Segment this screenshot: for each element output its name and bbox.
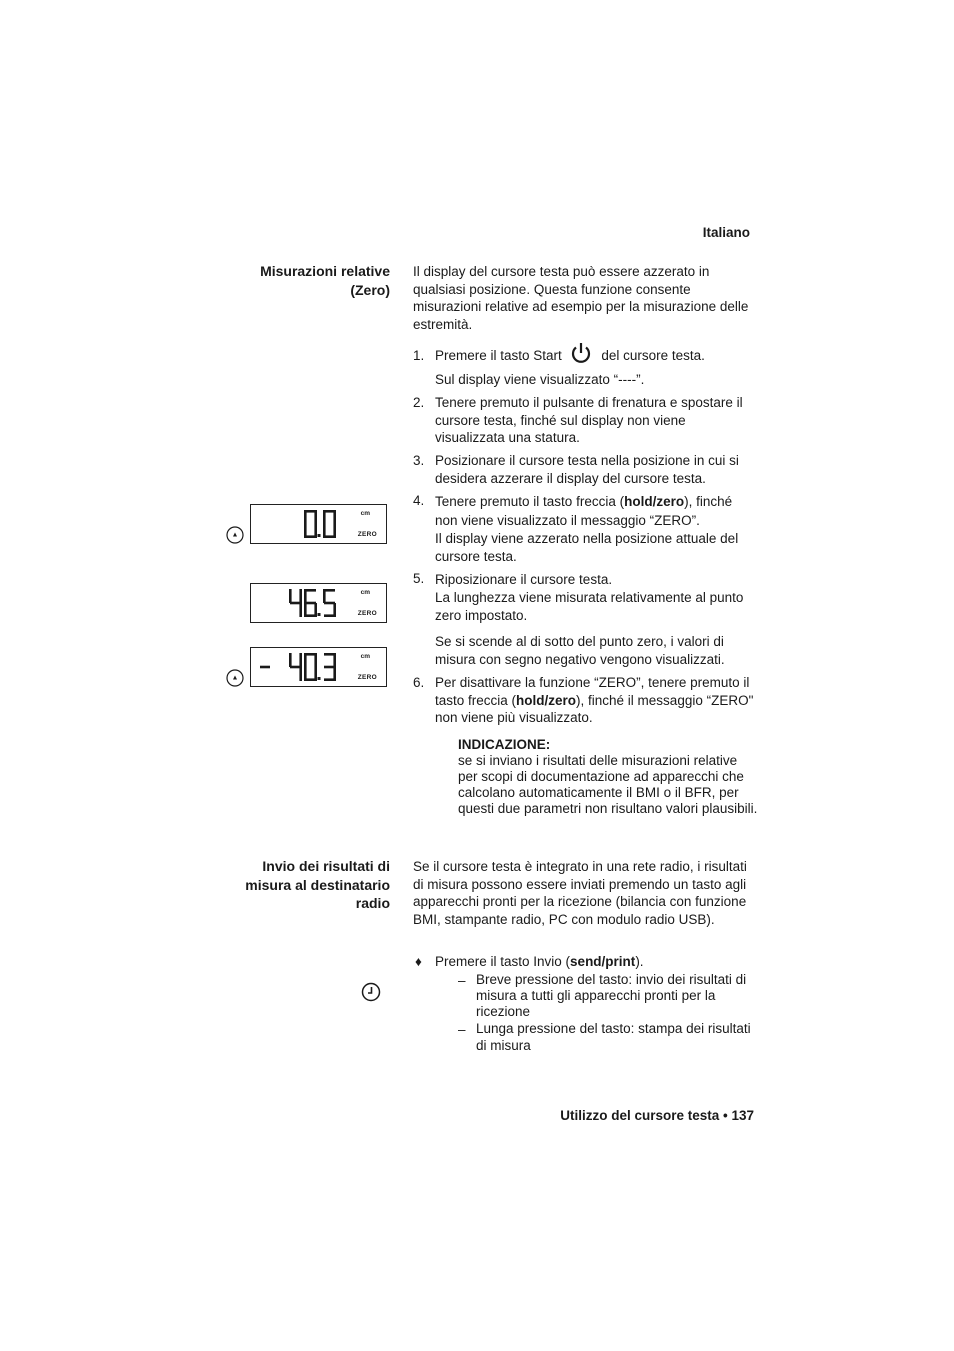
key-name: send/print xyxy=(570,954,636,969)
step-text: Premere il tasto Start xyxy=(435,348,562,363)
heading-line: Invio dei risultati di xyxy=(262,858,390,874)
lcd-digit xyxy=(323,589,336,617)
heading-line: (Zero) xyxy=(350,281,390,298)
lcd-decimal-point xyxy=(317,653,321,681)
lcd-digits xyxy=(259,652,336,682)
step-5 xyxy=(435,570,755,668)
step-text: Premere il tasto Invio ( xyxy=(435,954,571,969)
step-text: ). xyxy=(635,954,644,969)
step-number: 5. xyxy=(413,571,425,586)
dash-bullet: – xyxy=(458,1022,466,1037)
step-text: del cursore testa. xyxy=(601,348,705,363)
section-heading-radio xyxy=(190,857,390,913)
heading-line: radio xyxy=(355,895,390,911)
step-6 xyxy=(435,674,755,727)
lcd-digit xyxy=(289,653,302,681)
lcd-display-zero xyxy=(250,504,387,544)
send-instruction xyxy=(435,953,755,971)
lcd-digit xyxy=(304,653,317,681)
step-number: 2. xyxy=(413,395,425,410)
step-number: 1. xyxy=(413,348,425,363)
note-box xyxy=(458,737,758,817)
note-text: se si inviano i risultati delle misurazioni relative per scopi di documentazione ad apparecchi che calcolano automaticamente il BMI o il BFR, per questi due parametri non risultano valori plausibili. xyxy=(458,753,758,816)
lcd-digit xyxy=(304,510,317,538)
step-text: Riposizionare il cursore testa. xyxy=(435,572,613,587)
lcd-zero-label: ZERO xyxy=(357,531,377,538)
step-subtext: La lunghezza viene misurata relativamente al punto zero impostato. xyxy=(435,590,744,623)
arrow-button-icon xyxy=(226,526,244,544)
lcd-decimal-point xyxy=(317,510,321,538)
heading-line: Misurazioni relative xyxy=(260,263,390,279)
send-button-icon xyxy=(361,982,381,1002)
lcd-decimal-point xyxy=(317,589,321,617)
lcd-digit xyxy=(323,653,336,681)
dash-bullet: – xyxy=(458,973,466,988)
step-number: 4. xyxy=(413,493,425,508)
key-name: hold/zero xyxy=(624,494,685,509)
lcd-unit: cm xyxy=(360,589,370,596)
lcd-digits xyxy=(302,509,336,539)
intro-paragraph: Il display del cursore testa può essere azzerato in qualsiasi posizione. Questa funzione consente misurazioni relative ad esempio per la misurazione delle estremità. xyxy=(413,264,749,332)
arrow-button-icon xyxy=(226,669,244,687)
step-1 xyxy=(435,347,755,389)
step-subtext: Sul display viene visualizzato “----”. xyxy=(435,372,645,388)
bullet-diamond: ♦ xyxy=(415,954,422,969)
page-footer: Utilizzo del cursore testa • 137 xyxy=(560,1108,754,1123)
note-title: INDICAZIONE: xyxy=(458,737,551,752)
step-text: Tenere premuto il tasto freccia ( xyxy=(435,494,625,509)
lcd-minus-sign xyxy=(259,653,271,681)
heading-line: misura al destinatario xyxy=(245,876,390,893)
step-text: ), finché il messaggio “ZERO" non viene più visualizzato. xyxy=(435,692,754,725)
step-number: 3. xyxy=(413,453,425,468)
power-icon xyxy=(570,341,592,365)
lcd-unit: cm xyxy=(360,653,370,660)
lcd-number xyxy=(287,653,336,681)
lcd-digit xyxy=(304,589,317,617)
step-2: Tenere premuto il pulsante di frenatura e spostare il cursore testa, finché sul display non viene visualizzata una statura. xyxy=(435,395,743,445)
step-4 xyxy=(435,492,755,565)
step-subtext: Se si scende al di sotto del punto zero, i valori di misura con segno negativo vengono visualizzati. xyxy=(435,634,725,667)
step-3: Posizionare il cursore testa nella posizione in cui si desidera azzerare il display del cursore testa. xyxy=(435,453,739,486)
step-subtext: Il display viene azzerato nella posizione attuale del cursore testa. xyxy=(435,531,739,564)
lcd-zero-label: ZERO xyxy=(357,610,377,617)
radio-intro-paragraph: Se il cursore testa è integrato in una rete radio, i risultati di misura possono essere inviati premendo un tasto agli apparecchi pronti per la ricezione (bilancia con funzione BMI, stampante radio, PC con modulo radio USB). xyxy=(413,859,747,927)
lcd-display-negative xyxy=(250,647,387,687)
step-number: 6. xyxy=(413,675,425,690)
lcd-display-positive xyxy=(250,583,387,623)
language-label: Italiano xyxy=(702,225,750,240)
section-heading-relative xyxy=(190,262,390,299)
short-press-item: Breve pressione del tasto: invio dei risultati di misura a tutti gli apparecchi pronti per la ricezione xyxy=(476,972,747,1019)
key-name: hold/zero xyxy=(516,692,577,708)
lcd-digit xyxy=(289,589,302,617)
step-text: ), finché non viene visualizzato il messaggio “ZERO”. xyxy=(435,494,733,528)
lcd-unit: cm xyxy=(360,510,370,517)
step-text: Per disattivare la funzione “ZERO”, tenere premuto il tasto freccia ( xyxy=(435,675,750,708)
long-press-item: Lunga pressione del tasto: stampa dei risultati di misura xyxy=(476,1021,751,1053)
lcd-digit xyxy=(323,510,336,538)
lcd-digits xyxy=(287,588,336,618)
lcd-zero-label: ZERO xyxy=(357,674,377,681)
